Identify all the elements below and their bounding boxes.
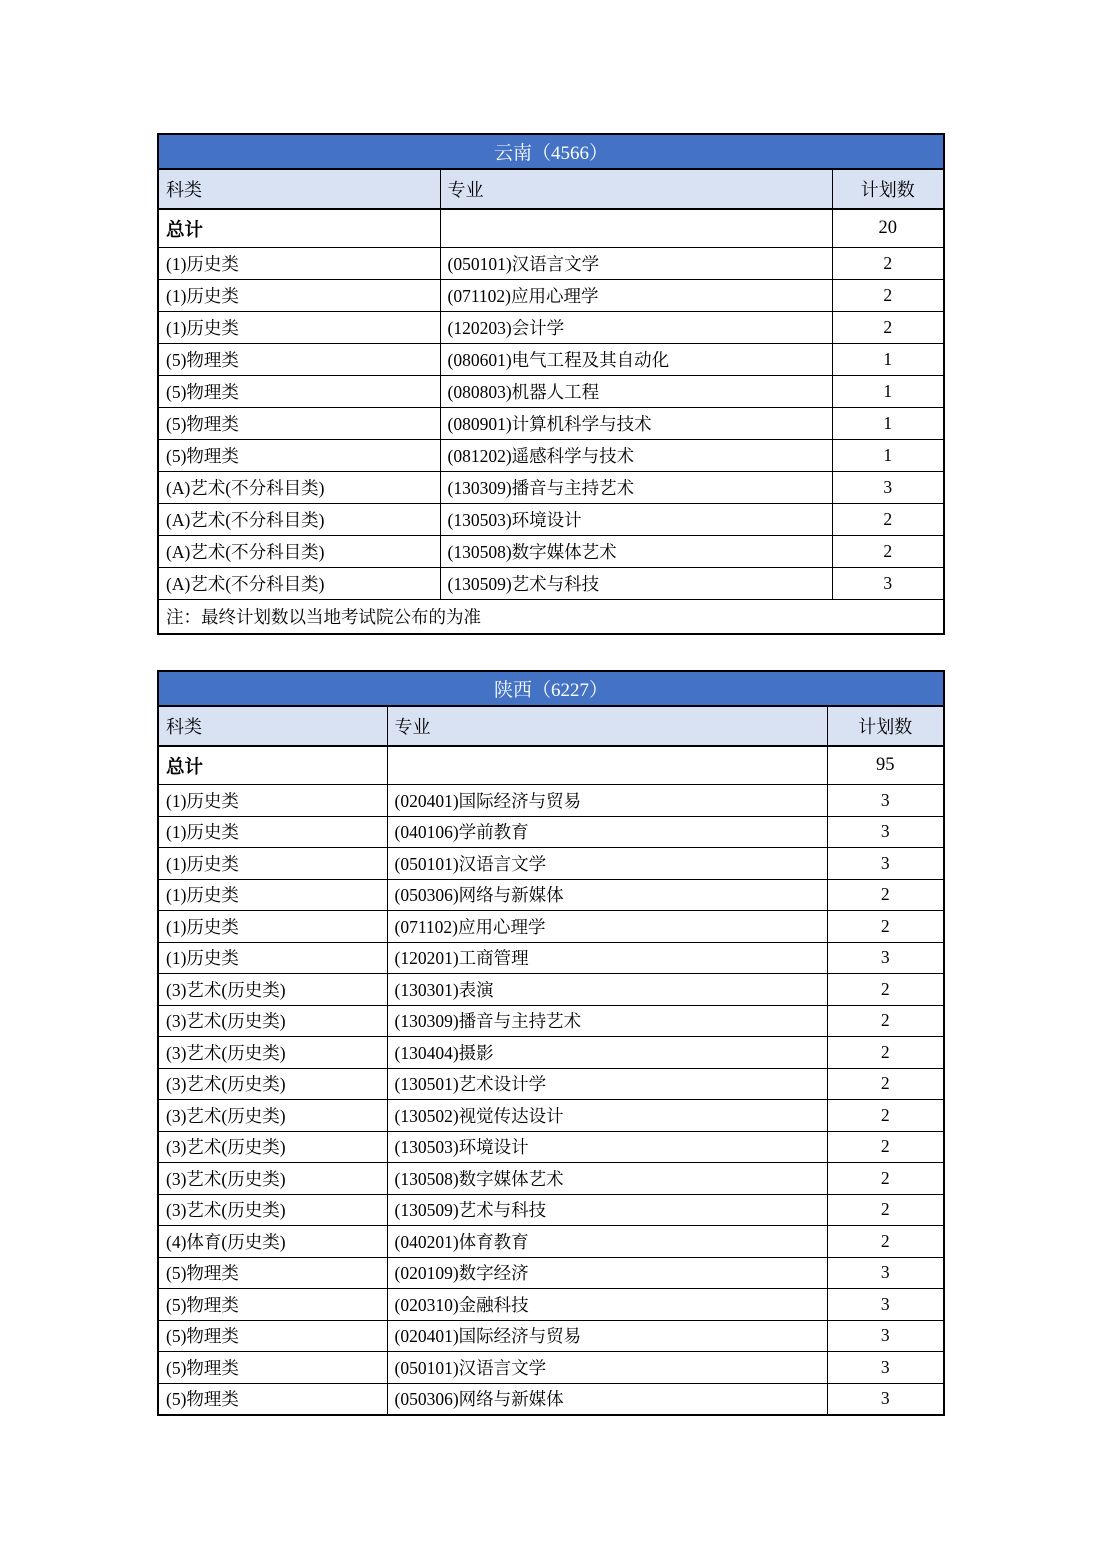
column-header-category: 科类 — [158, 169, 440, 209]
major-cell: (040201)体育教育 — [387, 1226, 827, 1258]
major-cell: (130508)数字媒体艺术 — [387, 1163, 827, 1195]
category-cell: (1)历史类 — [158, 785, 387, 817]
major-cell: (020401)国际经济与贸易 — [387, 785, 827, 817]
plan-count-cell: 2 — [827, 1005, 944, 1037]
plan-count-cell: 3 — [832, 568, 944, 600]
column-header-plan-count: 计划数 — [827, 706, 944, 746]
category-cell: (5)物理类 — [158, 1257, 387, 1289]
category-cell: (4)体育(历史类) — [158, 1226, 387, 1258]
plan-count-cell: 3 — [827, 1352, 944, 1384]
total-empty-cell — [387, 746, 827, 785]
total-label: 总计 — [158, 746, 387, 785]
table-row — [158, 536, 944, 568]
table-row — [158, 785, 944, 817]
major-cell: (130501)艺术设计学 — [387, 1068, 827, 1100]
table-row — [158, 1289, 944, 1321]
column-header-plan-count: 计划数 — [832, 169, 944, 209]
plan-count-cell: 1 — [832, 408, 944, 440]
category-cell: (3)艺术(历史类) — [158, 1131, 387, 1163]
major-cell: (130503)环境设计 — [387, 1131, 827, 1163]
category-cell: (A)艺术(不分科目类) — [158, 472, 440, 504]
total-value: 20 — [832, 209, 944, 248]
category-cell: (5)物理类 — [158, 1352, 387, 1384]
plan-count-cell: 2 — [827, 911, 944, 943]
table-note: 注：最终计划数以当地考试院公布的为准 — [158, 600, 944, 635]
table-row — [158, 440, 944, 472]
table-row — [158, 344, 944, 376]
plan-count-cell: 2 — [832, 504, 944, 536]
table-row — [158, 1226, 944, 1258]
table-row — [158, 1257, 944, 1289]
major-cell: (130509)艺术与科技 — [440, 568, 832, 600]
major-cell: (130309)播音与主持艺术 — [440, 472, 832, 504]
table-row — [158, 848, 944, 880]
category-cell: (5)物理类 — [158, 408, 440, 440]
major-cell: (080901)计算机科学与技术 — [440, 408, 832, 440]
plan-count-cell: 2 — [832, 536, 944, 568]
major-cell: (120203)会计学 — [440, 312, 832, 344]
plan-count-cell: 2 — [827, 1194, 944, 1226]
category-cell: (3)艺术(历史类) — [158, 1163, 387, 1195]
table-row — [158, 1383, 944, 1415]
plan-count-cell: 2 — [827, 1163, 944, 1195]
major-cell: (071102)应用心理学 — [387, 911, 827, 943]
major-cell: (020401)国际经济与贸易 — [387, 1320, 827, 1352]
plan-count-cell: 3 — [827, 816, 944, 848]
shaanxi-plan-table — [157, 670, 945, 1416]
table-row — [158, 1037, 944, 1069]
category-cell: (5)物理类 — [158, 1289, 387, 1321]
plan-count-cell: 3 — [827, 1320, 944, 1352]
column-header-row — [158, 706, 944, 746]
plan-count-cell: 3 — [827, 942, 944, 974]
table-title-row — [158, 134, 944, 169]
major-cell: (130404)摄影 — [387, 1037, 827, 1069]
category-cell: (1)历史类 — [158, 816, 387, 848]
category-cell: (1)历史类 — [158, 911, 387, 943]
table-row — [158, 1163, 944, 1195]
category-cell: (A)艺术(不分科目类) — [158, 504, 440, 536]
plan-count-cell: 1 — [832, 344, 944, 376]
plan-count-cell: 3 — [827, 1289, 944, 1321]
plan-count-cell: 1 — [832, 440, 944, 472]
table-row — [158, 816, 944, 848]
table-row — [158, 280, 944, 312]
major-cell: (130509)艺术与科技 — [387, 1194, 827, 1226]
category-cell: (5)物理类 — [158, 1383, 387, 1415]
category-cell: (3)艺术(历史类) — [158, 1005, 387, 1037]
table-row — [158, 504, 944, 536]
table-row — [158, 1194, 944, 1226]
category-cell: (5)物理类 — [158, 376, 440, 408]
table-row — [158, 1005, 944, 1037]
major-cell: (050306)网络与新媒体 — [387, 1383, 827, 1415]
plan-count-cell: 3 — [827, 785, 944, 817]
major-cell: (080601)电气工程及其自动化 — [440, 344, 832, 376]
plan-count-cell: 3 — [827, 1257, 944, 1289]
major-cell: (081202)遥感科学与技术 — [440, 440, 832, 472]
table-row — [158, 376, 944, 408]
category-cell: (A)艺术(不分科目类) — [158, 536, 440, 568]
plan-count-cell: 3 — [827, 848, 944, 880]
major-cell: (071102)应用心理学 — [440, 280, 832, 312]
table-title-row — [158, 671, 944, 706]
total-value: 95 — [827, 746, 944, 785]
category-cell: (1)历史类 — [158, 312, 440, 344]
plan-count-cell: 1 — [832, 376, 944, 408]
table-row — [158, 1352, 944, 1384]
major-cell: (050306)网络与新媒体 — [387, 879, 827, 911]
major-cell: (040106)学前教育 — [387, 816, 827, 848]
category-cell: (A)艺术(不分科目类) — [158, 568, 440, 600]
column-header-category: 科类 — [158, 706, 387, 746]
major-cell: (130503)环境设计 — [440, 504, 832, 536]
total-row — [158, 746, 944, 785]
total-row — [158, 209, 944, 248]
category-cell: (3)艺术(历史类) — [158, 1194, 387, 1226]
category-cell: (1)历史类 — [158, 942, 387, 974]
table-row — [158, 472, 944, 504]
category-cell: (3)艺术(历史类) — [158, 1100, 387, 1132]
table-row — [158, 1100, 944, 1132]
category-cell: (5)物理类 — [158, 1320, 387, 1352]
plan-count-cell: 2 — [827, 1068, 944, 1100]
table-row — [158, 911, 944, 943]
table-note-row — [158, 600, 944, 635]
yunnan-plan-table — [157, 133, 945, 635]
table-title: 陕西（6227） — [158, 671, 944, 706]
plan-count-cell: 2 — [827, 974, 944, 1006]
table-row — [158, 568, 944, 600]
table-row — [158, 312, 944, 344]
table-row — [158, 942, 944, 974]
plan-count-cell: 2 — [832, 280, 944, 312]
column-header-major: 专业 — [440, 169, 832, 209]
plan-count-cell: 2 — [827, 1037, 944, 1069]
category-cell: (5)物理类 — [158, 344, 440, 376]
table-row — [158, 879, 944, 911]
major-cell: (130508)数字媒体艺术 — [440, 536, 832, 568]
major-cell: (120201)工商管理 — [387, 942, 827, 974]
major-cell: (020310)金融科技 — [387, 1289, 827, 1321]
major-cell: (130502)视觉传达设计 — [387, 1100, 827, 1132]
major-cell: (050101)汉语言文学 — [440, 248, 832, 280]
total-label: 总计 — [158, 209, 440, 248]
category-cell: (1)历史类 — [158, 848, 387, 880]
table-row — [158, 1068, 944, 1100]
plan-count-cell: 2 — [827, 1100, 944, 1132]
table-row — [158, 408, 944, 440]
column-header-major: 专业 — [387, 706, 827, 746]
plan-count-cell: 2 — [827, 1226, 944, 1258]
major-cell: (130309)播音与主持艺术 — [387, 1005, 827, 1037]
plan-count-cell: 2 — [827, 879, 944, 911]
table-row — [158, 974, 944, 1006]
category-cell: (3)艺术(历史类) — [158, 1037, 387, 1069]
plan-count-cell: 2 — [827, 1131, 944, 1163]
category-cell: (5)物理类 — [158, 440, 440, 472]
plan-count-cell: 3 — [832, 472, 944, 504]
table-row — [158, 248, 944, 280]
plan-count-cell: 2 — [832, 312, 944, 344]
major-cell: (050101)汉语言文学 — [387, 848, 827, 880]
column-header-row — [158, 169, 944, 209]
major-cell: (020109)数字经济 — [387, 1257, 827, 1289]
plan-count-cell: 3 — [827, 1383, 944, 1415]
major-cell: (130301)表演 — [387, 974, 827, 1006]
major-cell: (080803)机器人工程 — [440, 376, 832, 408]
major-cell: (050101)汉语言文学 — [387, 1352, 827, 1384]
total-empty-cell — [440, 209, 832, 248]
table-row — [158, 1320, 944, 1352]
table-row — [158, 1131, 944, 1163]
category-cell: (3)艺术(历史类) — [158, 1068, 387, 1100]
category-cell: (1)历史类 — [158, 280, 440, 312]
table-title: 云南（4566） — [158, 134, 944, 169]
category-cell: (1)历史类 — [158, 879, 387, 911]
plan-count-cell: 2 — [832, 248, 944, 280]
category-cell: (1)历史类 — [158, 248, 440, 280]
category-cell: (3)艺术(历史类) — [158, 974, 387, 1006]
